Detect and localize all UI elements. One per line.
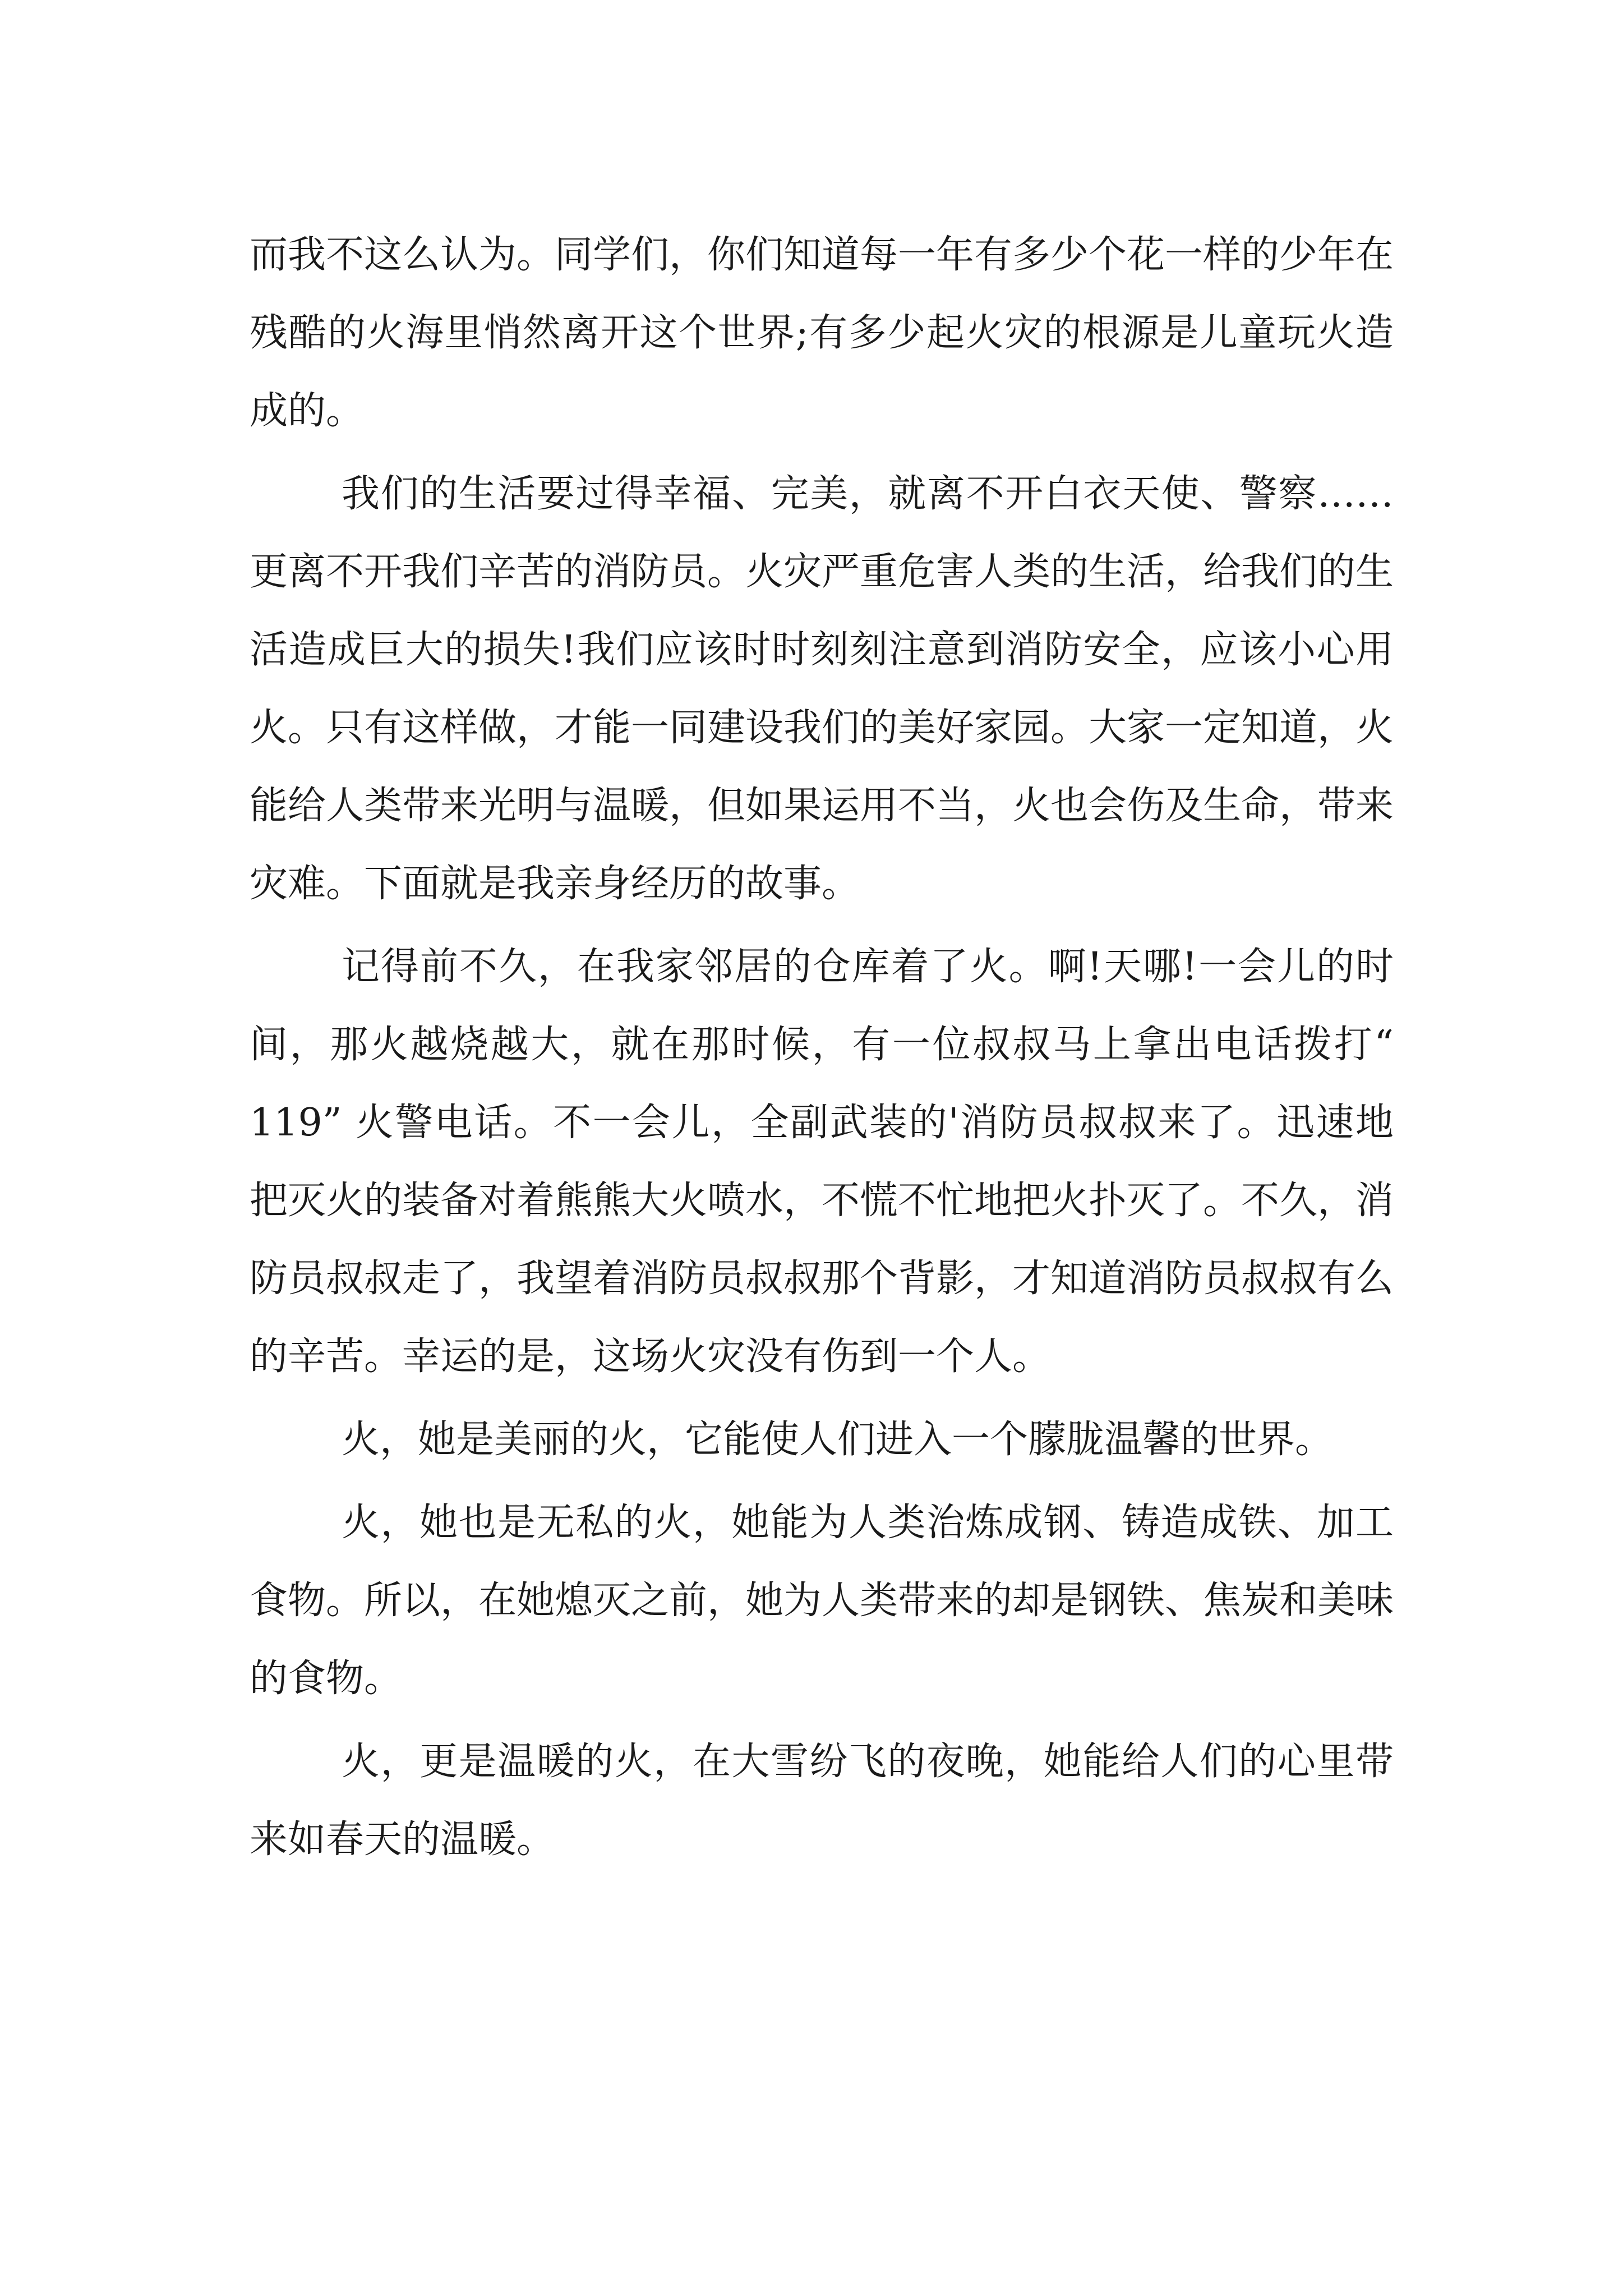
paragraph-4: 火，她是美丽的火，它能使人们进入一个朦胧温馨的世界。 [342,1418,1334,1462]
body-text [250,216,1394,1884]
paragraph-1: 而我不这么认为。同学们，你们知道每一年有多少个花一样的少年在残酷的火海里悄然离开这个世界;有多少起火灾的根源是儿童玩火造成的。 [250,233,1394,433]
paragraph-2: 我们的生活要过得幸福、完美，就离不开白衣天使、警察……更离不开我们辛苦的消防员。火灾严重危害人类的生活，给我们的生活造成巨大的损失!我们应该时时刻刻注意到消防安全，应该小心用火。只有这样做，才能一同建设我们的美好家园。大家一定知道，火能给人类带来光明与温暖，但如果运用不当，火也会伤及生命，带来灾难。下面就是我亲身经历的故事。 [250,472,1394,906]
paragraph-5: 火，她也是无私的火，她能为人类治炼成钢、铸造成铁、加工食物。所以，在她熄灭之前，她为人类带来的却是钢铁、焦炭和美味的食物。 [250,1501,1394,1701]
paragraph-6: 火，更是温暖的火，在大雪纷飞的夜晚，她能给人们的心里带来如春天的温暖。 [250,1740,1394,1862]
paragraph-3: 记得前不久，在我家邻居的仓库着了火。啊!天哪!一会儿的时间，那火越烧越大，就在那时候，有一位叔叔马上拿出电话拨打“ 119” 火警电话。不一会儿，全副武装的'消防员叔叔来了。迅速地把灭火的装备对着熊熊大火喷水，不慌不忙地把火扑灭了。不久，消防员叔叔走了，我望着消防员叔叔那个背影，才知道消防员叔叔有么的辛苦。幸运的是，这场火灾没有伤到一个人。 [250,945,1394,1379]
